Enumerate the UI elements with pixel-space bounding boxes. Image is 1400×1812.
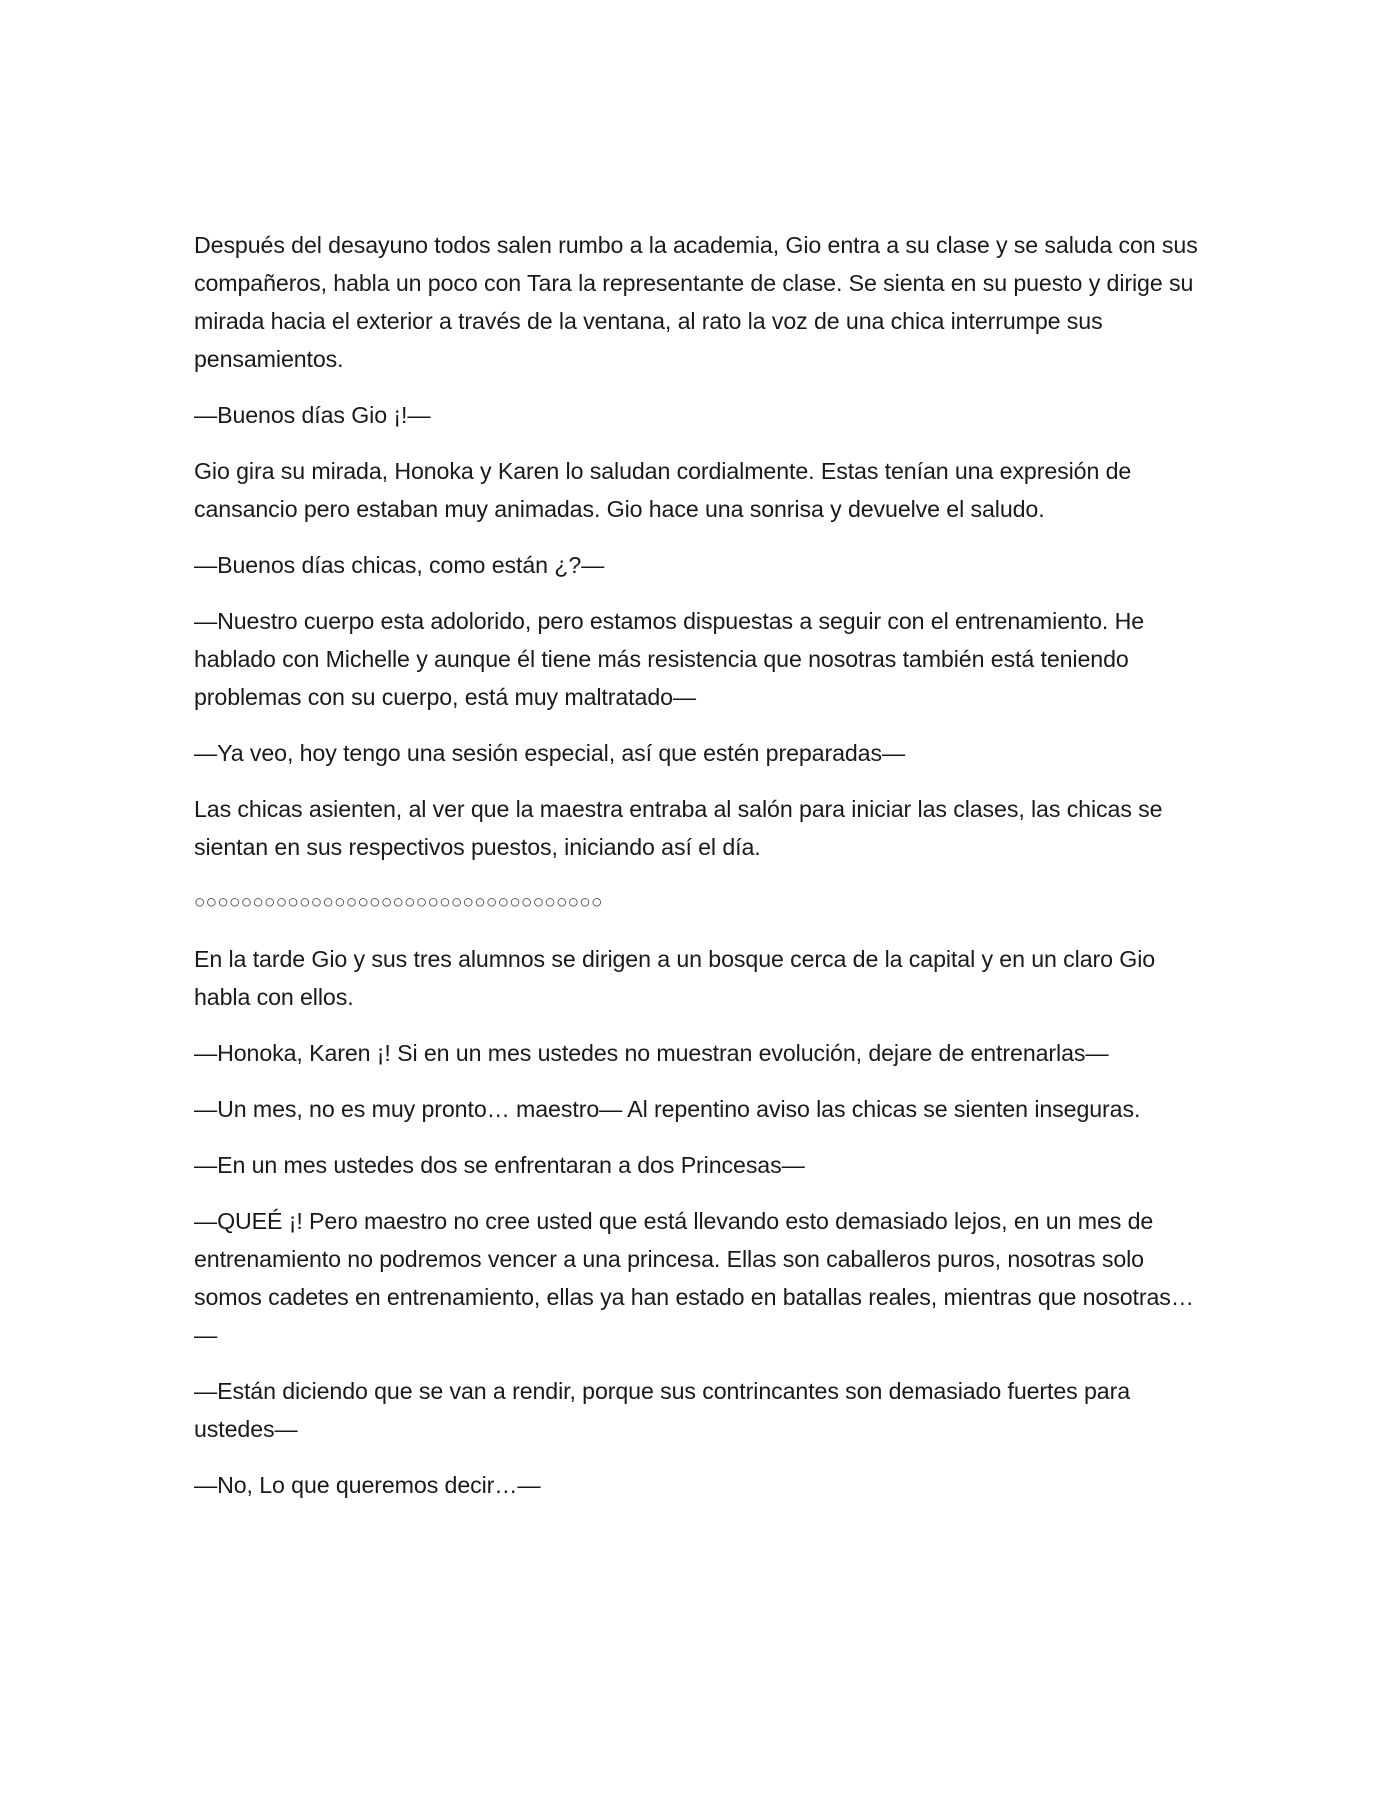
dialogue-good-morning-gio: —Buenos días Gio ¡!— xyxy=(194,402,431,428)
dialogue-good-morning-girls: —Buenos días chicas, como están ¿?— xyxy=(194,552,605,578)
dialogue-one-month-warning: —Honoka, Karen ¡! Si en un mes ustedes no muestran evolución, dejare de entrenarlas— xyxy=(194,1040,1109,1066)
paragraph-class-start: Las chicas asienten, al ver que la maestra entraba al salón para iniciar las clases, las chicas se sientan en sus respectivos puestos, iniciando así el día. xyxy=(194,796,1163,860)
dialogue-body-sore: —Nuestro cuerpo esta adolorido, pero estamos dispuestas a seguir con el entrenamiento. He hablado con Michelle y aunque él tiene más resistencia que nosotras también está teniendo problemas con su cuerpo, está muy maltratado— xyxy=(194,608,1145,710)
dialogue-special-session: —Ya veo, hoy tengo una sesión especial, así que estén preparadas— xyxy=(194,740,906,766)
dialogue-give-up: —Están diciendo que se van a rendir, porque sus contrincantes son demasiado fuertes para ustedes— xyxy=(194,1378,1131,1442)
dialogue-what-we-mean: —No, Lo que queremos decir…— xyxy=(194,1472,541,1498)
document-body xyxy=(194,226,1204,1522)
dialogue-too-soon: —Un mes, no es muy pronto… maestro— Al repentino aviso las chicas se sienten inseguras. xyxy=(194,1096,1141,1122)
paragraph-greeting: Gio gira su mirada, Honoka y Karen lo saludan cordialmente. Estas tenían una expresión de cansancio pero estaban muy animadas. Gio hace una sonrisa y devuelve el saludo. xyxy=(194,458,1132,522)
dialogue-two-princesses: —En un mes ustedes dos se enfrentaran a dos Princesas— xyxy=(194,1152,805,1178)
dialogue-quee: —QUEÉ ¡! Pero maestro no cree usted que está llevando esto demasiado lejos, en un mes de entrenamiento no podremos vencer a una princesa. Ellas son caballeros puros, nosotras solo somos cadetes en entrenamiento, ellas ya han estado en batallas reales, mientras que nosotras…— xyxy=(194,1208,1194,1348)
paragraph-forest: En la tarde Gio y sus tres alumnos se dirigen a un bosque cerca de la capital y en un claro Gio habla con ellos. xyxy=(194,946,1156,1010)
paragraph-breakfast: Después del desayuno todos salen rumbo a la academia, Gio entra a su clase y se saluda con sus compañeros, habla un poco con Tara la representante de clase. Se sienta en su puesto y dirige su mirada hacia el exterior a través de la ventana, al rato la voz de una chica interrumpe sus pensamientos. xyxy=(194,232,1198,372)
scene-separator: ○○○○○○○○○○○○○○○○○○○○○○○○○○○○○○○○○○○ xyxy=(194,892,603,913)
